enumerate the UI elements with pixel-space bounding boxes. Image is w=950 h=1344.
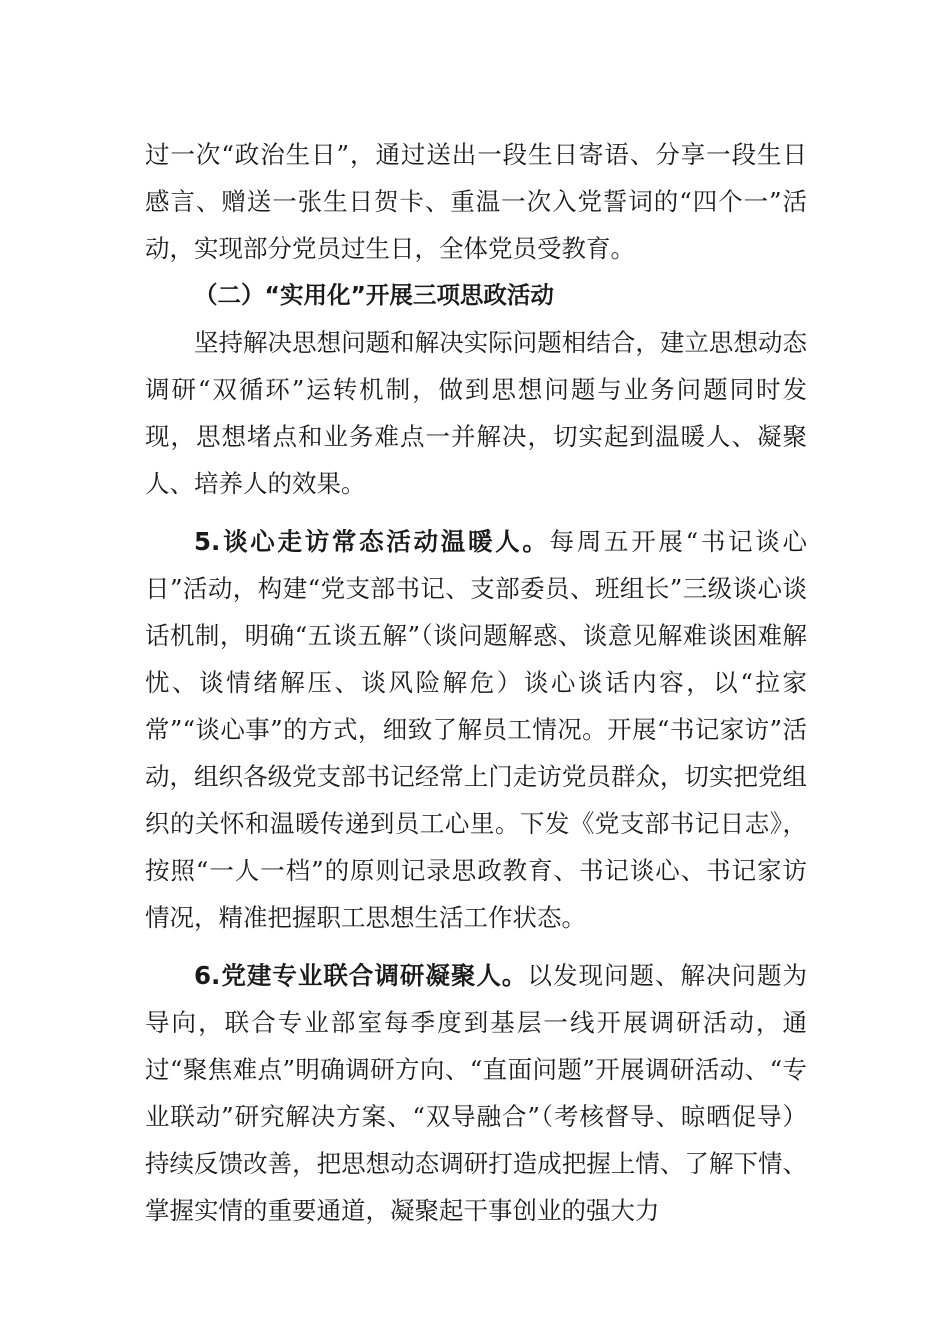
item-6-paragraph xyxy=(145,952,807,1234)
item-6-title: 6.党建专业联合调研凝聚人。 xyxy=(194,961,528,990)
item-5-title: 5.谈心走访常态活动温暖人。 xyxy=(194,527,550,556)
document-body xyxy=(145,131,807,1234)
paragraph-spacer xyxy=(145,941,807,952)
item-5-paragraph xyxy=(145,518,807,941)
item-5-body: 每周五开展“书记谈心日”活动，构建“党支部书记、支部委员、班组长”三级谈心谈话机制，明确“五谈五解”（谈问题解惑、谈意见解难谈困难解忧、谈情绪解压、谈风险解危）谈心谈话内容，以“拉家常”“谈心事”的方式，细致了解员工情况。开展“书记家访”活动，组织各级党支部书记经常上门走访党员群众，切实把党组织的关怀和温暖传递到员工心里。下发《党支部书记日志》，按照“一人一档”的原则记录思政教育、书记谈心、书记家访情况，精准把握职工思想生活工作状态。 xyxy=(145,527,807,932)
paragraph-spacer xyxy=(145,507,807,518)
item-6-body: 以发现问题、解决问题为导向，联合专业部室每季度到基层一线开展调研活动，通过“聚焦难点”明确调研方向、“直面问题”开展调研活动、“专业联动”研究解决方案、“双导融合”（考核督导、晾晒促导）持续反馈改善，把思想动态调研打造成把握上情、了解下情、掌握实情的重要通道，凝聚起干事创业的强大力 xyxy=(145,961,807,1225)
section-intro-paragraph: 坚持解决思想问题和解决实际问题相结合，建立思想动态调研“双循环”运转机制，做到思想问题与业务问题同时发现，思想堵点和业务难点一并解决，切实起到温暖人、凝聚人、培养人的效果。 xyxy=(145,328,807,498)
paragraph-continuation: 过一次“政治生日”，通过送出一段生日寄语、分享一段生日感言、赠送一张生日贺卡、重温一次入党誓词的“四个一”活动，实现部分党员过生日，全体党员受教育。 xyxy=(145,140,807,263)
section-heading: （二）“实用化”开展三项思政活动 xyxy=(194,281,554,309)
